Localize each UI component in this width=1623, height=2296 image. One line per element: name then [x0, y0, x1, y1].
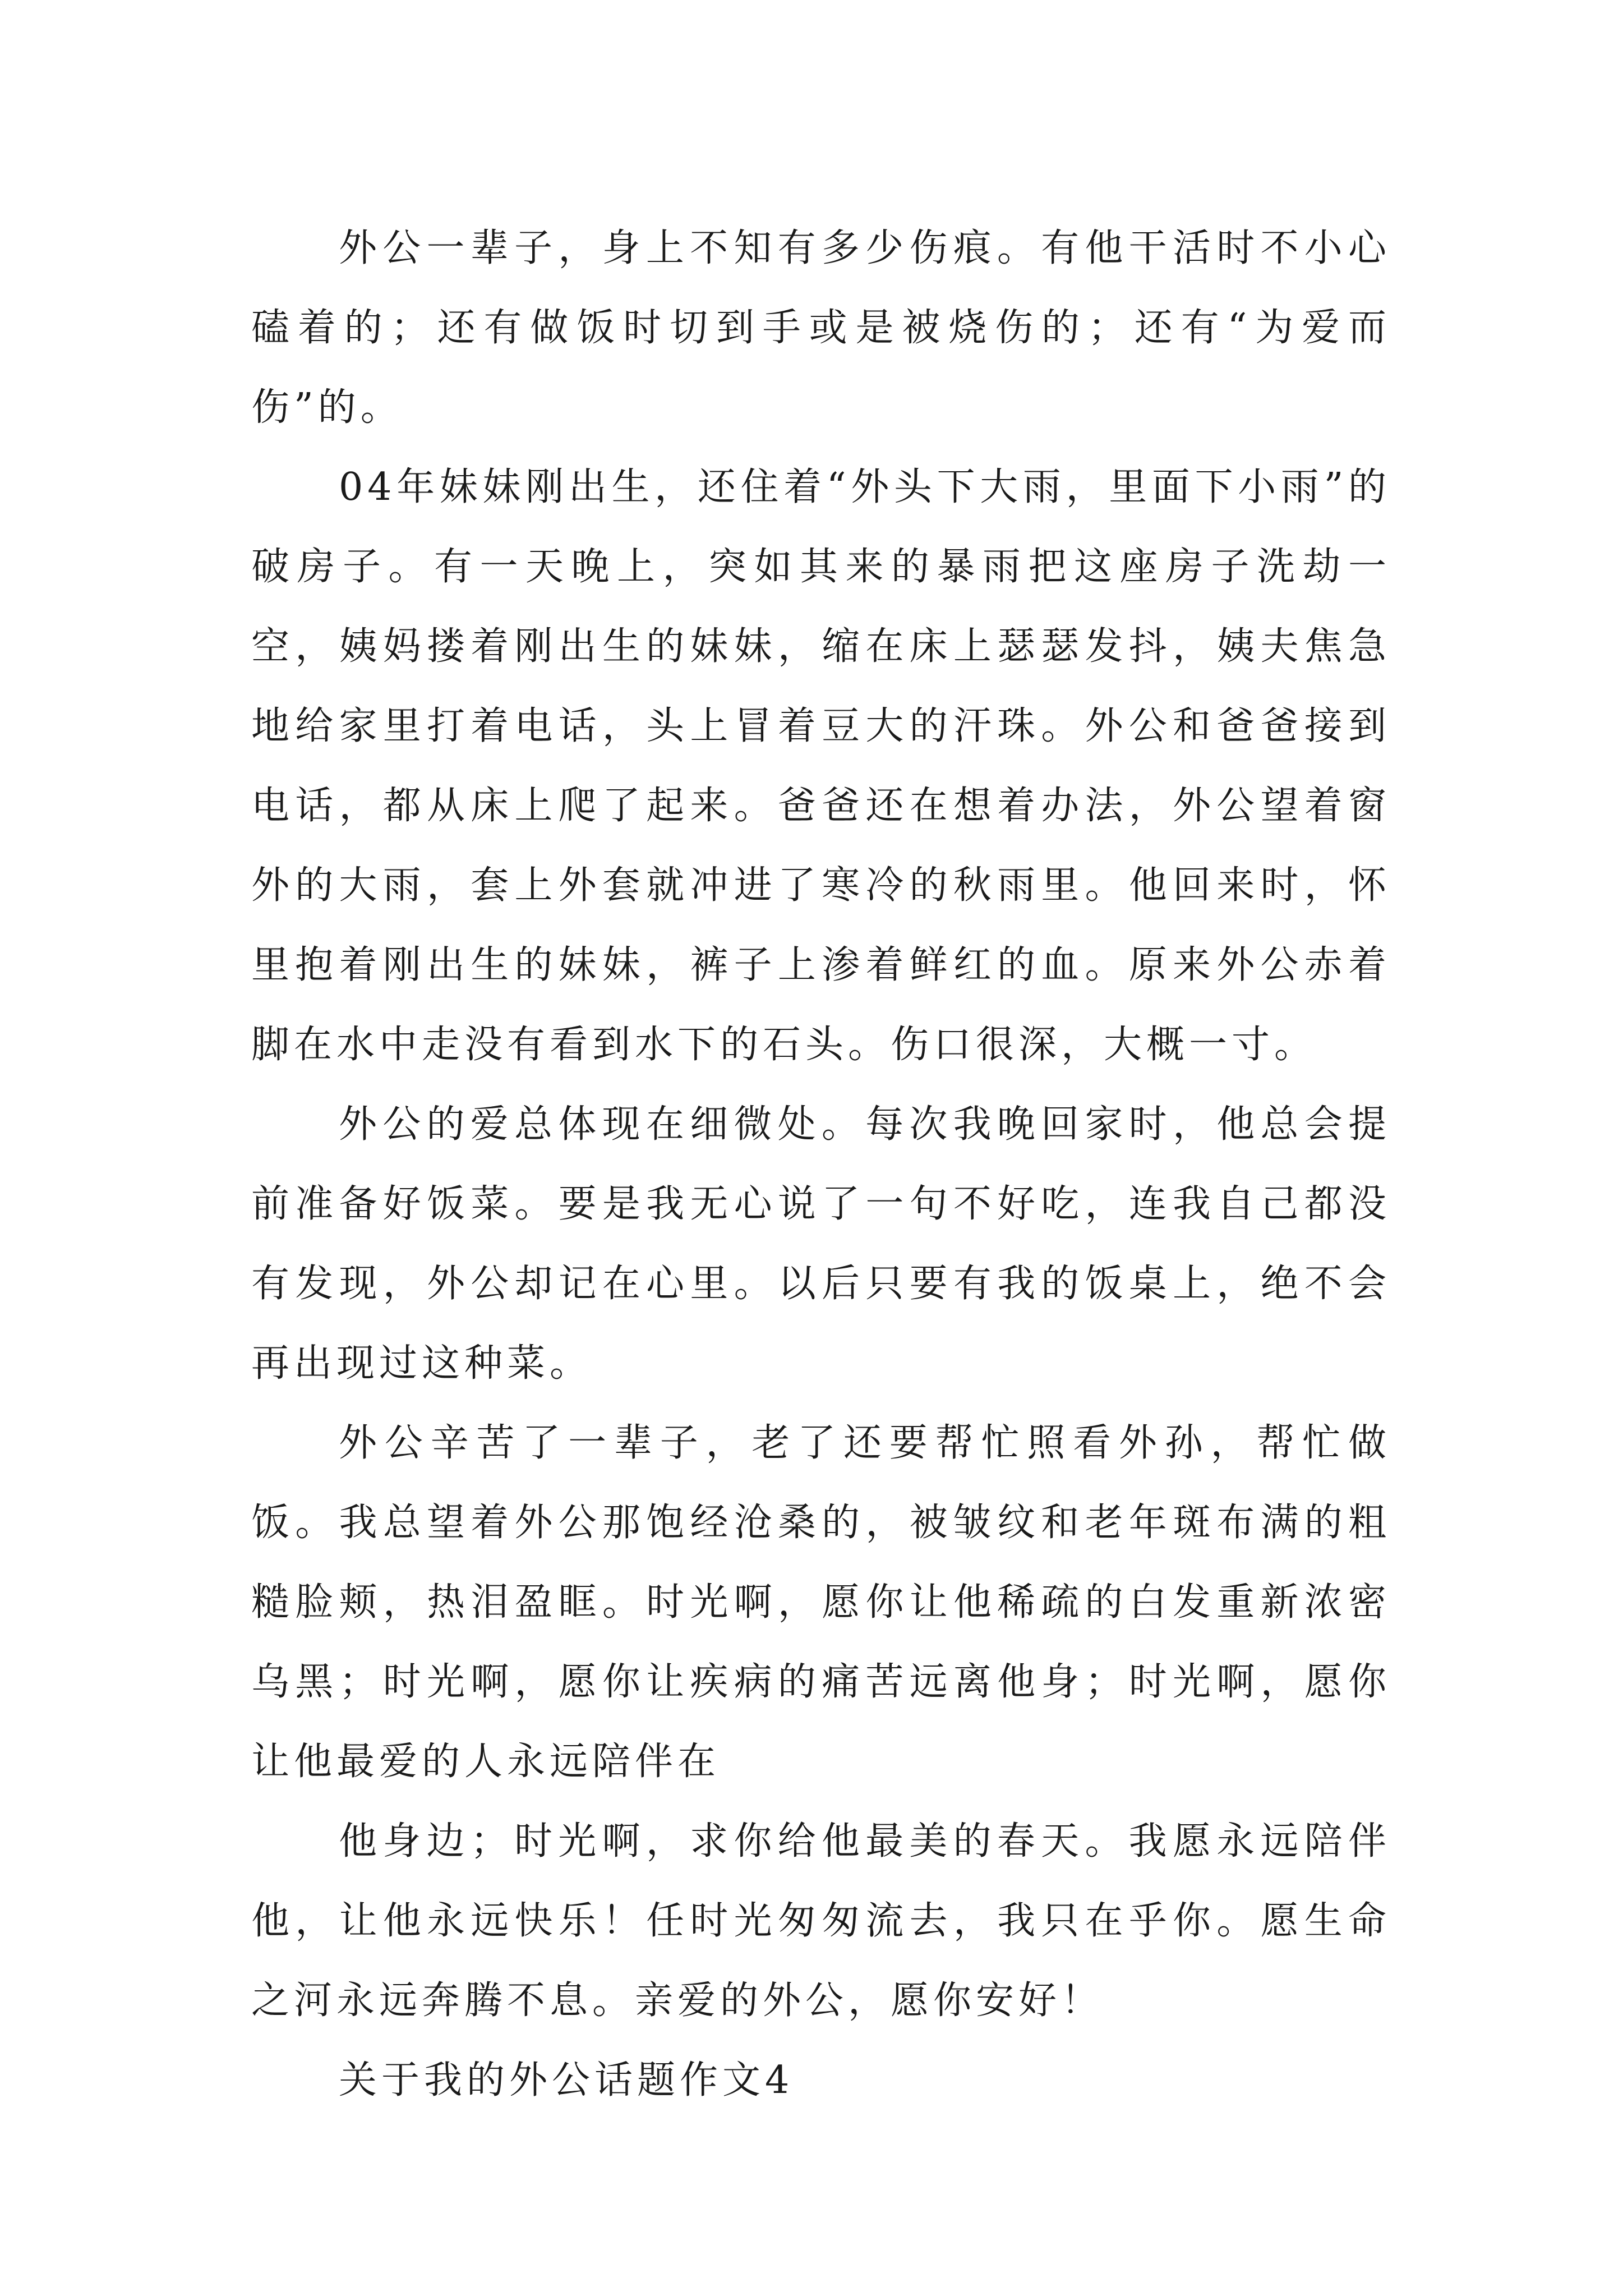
document-body: [251, 209, 1391, 2120]
paragraph-storm-night: 04年妹妹刚出生，还住着“外头下大雨，里面下小雨”的破房子。有一天晚上，突如其来的暴雨把这座房子洗劫一空，姨妈搂着刚出生的妹妹，缩在床上瑟瑟发抖，姨夫焦急地给家里打着电话，头上冒着豆大的汗珠。外公和爸爸接到电话，都从床上爬了起来。爸爸还在想着办法，外公望着窗外的大雨，套上外套就冲进了寒冷的秋雨里。他回来时，怀里抱着刚出生的妹妹，裤子上渗着鲜红的血。原来外公赤着脚在水中走没有看到水下的石头。伤口很深，大概一寸。: [251, 465, 1391, 1067]
section-heading: 关于我的外公话题作文4: [339, 2058, 794, 2102]
paragraph-meals: 外公的爱总体现在细微处。每次我晚回家时，他总会提前准备好饭菜。要是我无心说了一句不好吃，连我自己都没有发现，外公却记在心里。以后只要有我的饭桌上，绝不会再出现过这种菜。: [251, 1102, 1391, 1386]
paragraph-scars: 外公一辈子，身上不知有多少伤痕。有他干活时不小心磕着的；还有做饭时切到手或是被烧伤的；还有“为爱而伤”的。: [251, 226, 1391, 430]
paragraph-wishes: 他身边；时光啊，求你给他最美的春天。我愿永远陪伴他，让他永远快乐！任时光匆匆流去，我只在乎你。愿生命之河永远奔腾不息。亲爱的外公，愿你安好！: [251, 1819, 1391, 2023]
paragraph-hard-life: 外公辛苦了一辈子，老了还要帮忙照看外孙，帮忙做饭。我总望着外公那饱经沧桑的，被皱纹和老年斑布满的粗糙脸颊，热泪盈眶。时光啊，愿你让他稀疏的白发重新浓密乌黑；时光啊，愿你让疾病的痛苦远离他身；时光啊，愿你让他最爱的人永远陪伴在: [251, 1421, 1391, 1784]
